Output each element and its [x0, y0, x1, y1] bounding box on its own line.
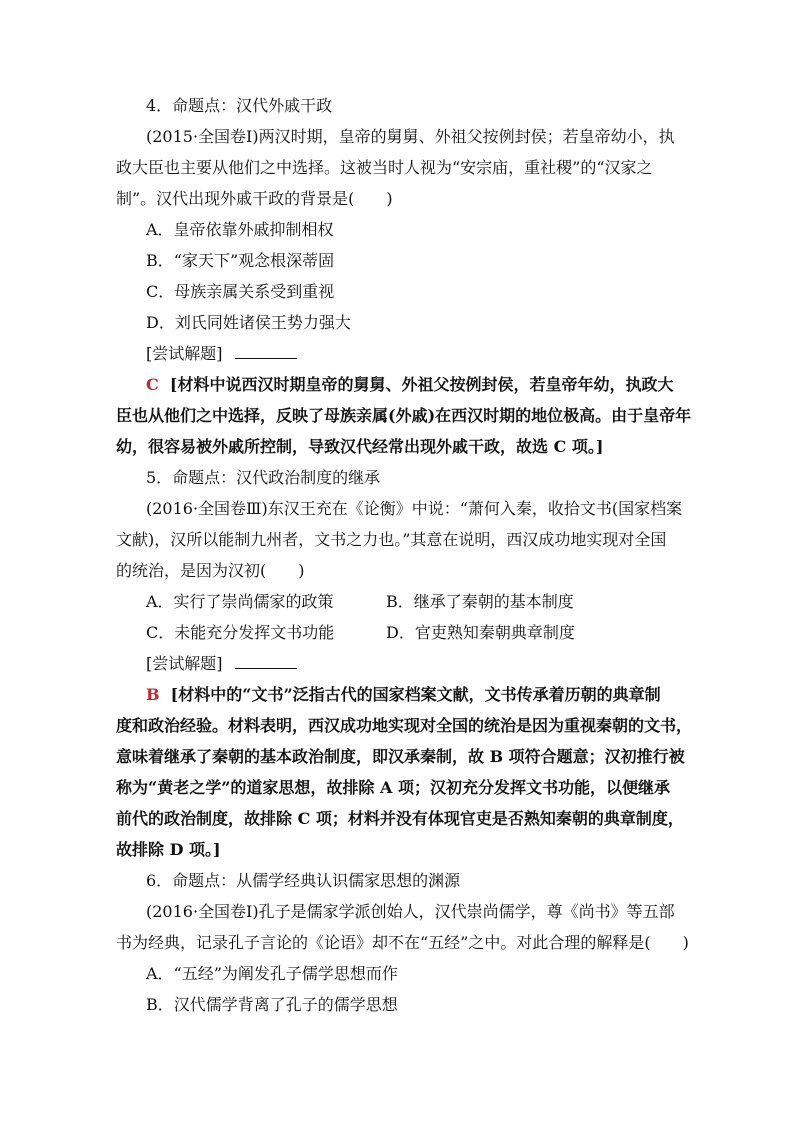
q5-stem-line-3: 的统治，是因为汉初( )	[116, 561, 305, 580]
q5-answer-letter: B	[146, 685, 160, 704]
q5-explanation-line-6: 故排除 D 项。]	[116, 840, 221, 859]
q4-stem-line-2: 政大臣也主要从他们之中选择。这被当时人视为“安宗庙，重社稷”的“汉家之	[116, 158, 653, 177]
q5-explanation-line-1: B [材料中的“文书”泛指古代的国家档案文献，文书传承着历朝的典章制	[146, 685, 661, 704]
q5-explanation-line-5: 前代的政治制度，故排除 C 项；材料并没有体现官吏是否熟知秦朝的典章制度，	[116, 809, 684, 828]
q6-option-b: B．汉代儒学背离了孔子的儒学思想	[146, 995, 398, 1014]
q4-option-d: D．刘氏同姓诸侯王势力强大	[146, 313, 351, 332]
q5-option-c: C．未能充分发挥文书功能	[146, 623, 335, 642]
q4-heading-line	[0, 93, 794, 119]
q4-explanation-line-1: C [材料中说西汉时期皇帝的舅舅、外祖父按例封侯，若皇帝年幼，执政大	[146, 375, 674, 394]
q5-attempt-label: [尝试解题]	[146, 651, 297, 677]
q6-stem-line-2: 书为经典，记录孔子言论的《论语》却不在“五经”之中。对此合理的解释是( )	[116, 933, 689, 952]
q4-answer-letter: C	[146, 375, 159, 394]
q4-answer-blank	[235, 358, 297, 359]
q5-option-b: B．继承了秦朝的基本制度	[386, 592, 574, 611]
q5-explanation-line-3: 意味着继承了秦朝的基本政治制度，即汉承秦制，故 B 项符合题意；汉初推行被	[116, 747, 685, 766]
q4-stem-line-1: (2015·全国卷Ⅰ)两汉时期，皇帝的舅舅、外祖父按例封侯；若皇帝幼小，执	[146, 127, 675, 146]
q4-option-b: B．“家天下”观念根深蒂固	[146, 251, 335, 270]
q5-stem-line-1: (2016·全国卷Ⅲ)东汉王充在《论衡》中说：“萧何入秦，收拾文书(国家档案	[146, 499, 683, 518]
q5-attempt-line	[0, 651, 794, 677]
q5-option-d: D．官吏熟知秦朝典章制度	[386, 623, 575, 642]
q5-stem-line-2: 文献)，汉所以能制九州者，文书之力也。”其意在说明，西汉成功地实现对全国	[116, 530, 667, 549]
q6-option-a: A．“五经”为阐发孔子儒学思想而作	[146, 964, 398, 983]
q5-option-a: A．实行了崇尚儒家的政策	[146, 592, 334, 611]
q4-option-a: A．皇帝依靠外戚抑制相权	[146, 220, 334, 239]
q4-explanation-line-3: 幼，很容易被外戚所控制，导致汉代经常出现外戚干政，故选 C 项。]	[116, 437, 604, 456]
q4-attempt-label: [尝试解题]	[146, 341, 297, 367]
q5-options-row-2	[0, 620, 794, 646]
q4-heading: 4．命题点：汉代外戚干政	[146, 96, 333, 115]
q5-answer-blank	[235, 668, 297, 669]
q5-explanation-line-4: 称为“黄老之学”的道家思想，故排除 A 项；汉初充分发挥文书功能，以便继承	[116, 778, 670, 797]
q5-explanation-line-2: 度和政治经验。材料表明，西汉成功地实现对全国的统治是因为重视秦朝的文书，	[116, 716, 693, 735]
q4-stem-line-3: 制”。汉代出现外戚干政的背景是( )	[116, 189, 393, 208]
q6-stem-line-1: (2016·全国卷Ⅰ)孔子是儒家学派创始人，汉代崇尚儒学，尊《尚书》等五部	[146, 902, 675, 921]
q5-heading: 5．命题点：汉代政治制度的继承	[146, 468, 381, 487]
q6-heading-line	[0, 868, 794, 894]
q6-heading: 6．命题点：从儒学经典认识儒家思想的渊源	[146, 871, 461, 890]
q4-option-c: C．母族亲属关系受到重视	[146, 282, 335, 301]
q5-heading-line	[0, 465, 794, 491]
q4-attempt-line	[0, 341, 794, 367]
q4-explanation-line-2: 臣也从他们之中选择，反映了母族亲属(外戚)在西汉时期的地位极高。由于皇帝年	[116, 406, 692, 425]
q5-options-row-1	[0, 589, 794, 615]
